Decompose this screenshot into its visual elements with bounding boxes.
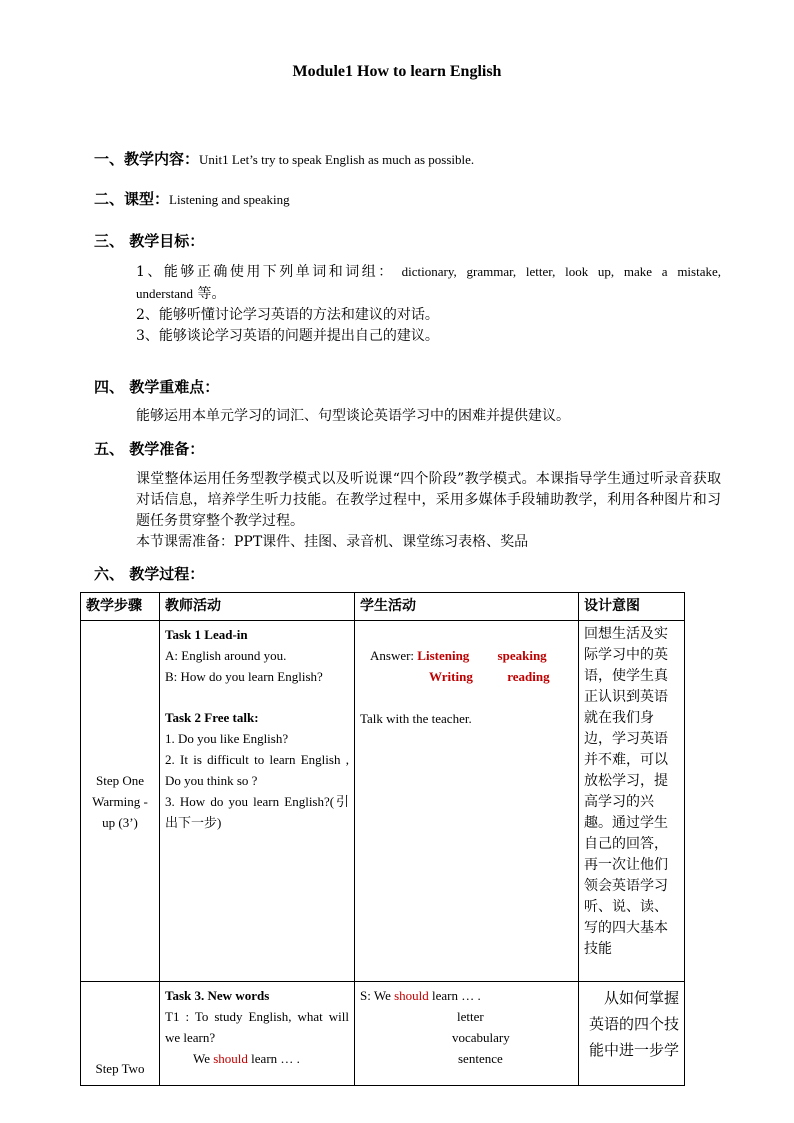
answer-line-2 xyxy=(360,666,573,687)
task1-title: Task 1 Lead-in xyxy=(165,627,248,642)
teacher-activity-1 xyxy=(160,621,355,982)
word-sentence: sentence xyxy=(458,1051,503,1066)
objective-1 xyxy=(136,261,721,305)
design-intent-1-text: 回想生活及实际学习中的英语，使学生真正认识到英语就在我们身边，学习英语并不难，可以放松学习，提高学习的兴趣。通过学生自己的回答，再一次让他们领会英语学习听、说、读、写的四大基本技能 xyxy=(584,626,668,957)
table-row xyxy=(81,982,685,1086)
section-2-text: Listening and speaking xyxy=(169,192,290,207)
section-5-label xyxy=(94,438,204,459)
task1-a: A: English around you. xyxy=(165,648,287,663)
page-title: Module1 How to learn English xyxy=(292,63,502,80)
we-should-red: should xyxy=(213,1051,248,1066)
header-student: 学生活动 xyxy=(355,593,579,621)
design-intent-2-line3: 能中进一步学 xyxy=(588,1041,679,1059)
section-1-text: Unit1 Let’s try to speak English as much as possible. xyxy=(199,152,475,167)
section-4-label xyxy=(94,376,219,397)
s-should-line xyxy=(360,985,573,1006)
objective-3: 3、能够谈论学习英语的问题并提出自己的建议。 xyxy=(136,328,439,344)
student-activity-2 xyxy=(355,982,579,1086)
answer-speaking: speaking xyxy=(497,648,547,663)
answer-writing: Writing xyxy=(429,669,473,684)
we-should-line xyxy=(165,1048,349,1069)
section-1 xyxy=(94,148,474,169)
answer-label: Answer: xyxy=(370,648,415,663)
answer-reading: reading xyxy=(507,669,550,684)
section-4-text: 能够运用本单元学习的词汇、句型谈论英语学习中的困难并提供建议。 xyxy=(136,408,570,424)
section-3-heading: 三、 教学目标： xyxy=(94,232,205,250)
objective-1-words: dictionary, grammar, letter, look up, make a mistake, understand xyxy=(136,264,721,301)
section-4-body xyxy=(136,406,721,427)
design-intent-2-line1: 从如何掌握 xyxy=(603,989,679,1007)
table-row xyxy=(81,621,685,982)
section-2-label: 二、课型： xyxy=(94,190,170,208)
design-intent-2-line2: 英语的四个技 xyxy=(588,1015,679,1033)
section-5-text: 课堂整体运用任务型教学模式以及听说课“四个阶段”教学模式。本课指导学生通过听录音获取对话信息，培养学生听力技能。在教学过程中，采用多媒体手段辅助教学，利用各种图片和习题任务贯穿整个教学过程。 xyxy=(136,471,721,529)
process-table xyxy=(80,592,685,1086)
section-3-label xyxy=(94,230,204,251)
answer-listening: Listening xyxy=(417,648,470,663)
section-4-heading: 四、 教学重难点： xyxy=(94,378,220,396)
s-should-red: should xyxy=(394,988,429,1003)
design-intent-1 xyxy=(579,621,685,982)
objective-1-end: 等。 xyxy=(197,286,226,302)
task2-q3: 3. How do you learn English?(引出下一步) xyxy=(165,794,349,830)
section-5-heading: 五、 教学准备： xyxy=(94,440,205,458)
step-two-cell xyxy=(81,982,160,1086)
task2-title: Task 2 Free talk: xyxy=(165,710,259,725)
header-teacher: 教师活动 xyxy=(160,593,355,621)
step-one-label: Step One Warming -up (3’) xyxy=(92,772,148,830)
s-should-pre: S: We xyxy=(360,988,395,1003)
answer-line-1 xyxy=(360,645,573,666)
header-step: 教学步骤 xyxy=(81,593,160,621)
section-5-body xyxy=(136,469,721,553)
design-intent-2 xyxy=(579,982,685,1086)
section-6-label xyxy=(94,563,204,584)
task3-title: Task 3. New words xyxy=(165,988,270,1003)
table-header-row xyxy=(81,593,685,621)
we-should-pre: We xyxy=(193,1051,214,1066)
we-should-post: learn … . xyxy=(247,1051,300,1066)
word-letter: letter xyxy=(457,1009,484,1024)
student-activity-1 xyxy=(355,621,579,982)
word-vocabulary: vocabulary xyxy=(452,1030,510,1045)
section-3-body xyxy=(136,261,721,347)
task2-q2: 2. It is difficult to learn English , Do you think so ? xyxy=(165,752,349,788)
task3-t1: T1 : To study English, what will we learn? xyxy=(165,1009,349,1045)
header-design: 设计意图 xyxy=(579,593,685,621)
objective-2: 2、能够听懂讨论学习英语的方法和建议的对话。 xyxy=(136,307,439,323)
section-6-heading: 六、 教学过程： xyxy=(94,565,205,583)
objective-1-text: 1、能够正确使用下列单词和词组： xyxy=(136,264,395,280)
step-one-cell xyxy=(81,621,160,982)
task2-q1: 1. Do you like English? xyxy=(165,731,289,746)
task1-b: B: How do you learn English? xyxy=(165,669,323,684)
section-5-prep: 本节课需准备：PPT课件、挂图、录音机、课堂练习表格、奖品 xyxy=(136,534,529,550)
section-2 xyxy=(94,188,290,209)
section-1-label: 一、教学内容： xyxy=(94,150,200,168)
teacher-activity-2 xyxy=(160,982,355,1086)
s-should-post: learn … . xyxy=(428,988,481,1003)
step-two-label: Step Two xyxy=(95,1061,145,1076)
talk-with-teacher: Talk with the teacher. xyxy=(360,711,472,726)
